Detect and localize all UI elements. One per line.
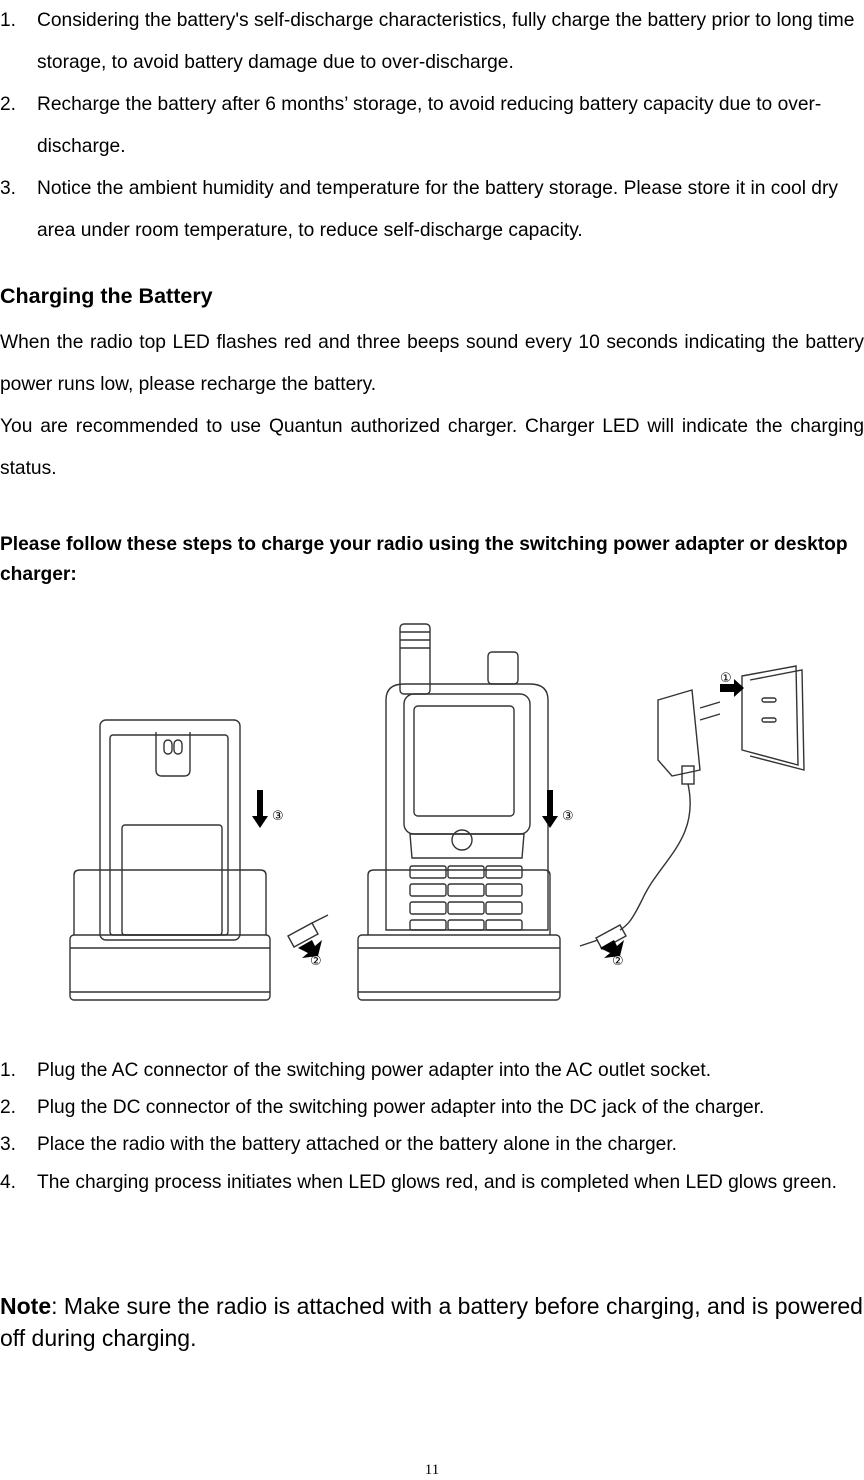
- note-paragraph: [0, 1290, 864, 1354]
- list-item: [0, 0, 864, 84]
- wall-outlet-drawing: [742, 666, 804, 770]
- note-label: Note: [0, 1293, 52, 1319]
- power-adapter-drawing: [580, 690, 720, 949]
- charger-paragraph: You are recommended to use Quantun authorized charger. Charger LED will indicate the charging status.: [0, 416, 864, 479]
- list-text: Plug the DC connector of the switching power adapter into the DC jack of the charger.: [37, 1097, 765, 1118]
- step-3-marker: ③: [272, 809, 284, 824]
- list-number: 1.: [0, 10, 17, 31]
- list-item: [0, 84, 864, 168]
- list-item: [0, 1093, 864, 1123]
- radio-charger-drawing: [358, 624, 560, 1000]
- list-number: 3.: [0, 178, 17, 199]
- storage-list: [0, 0, 864, 252]
- list-number: 2.: [0, 1097, 17, 1118]
- charging-illustration: [60, 620, 820, 1010]
- page-number: 11: [424, 1462, 440, 1478]
- list-text: Considering the battery's self-discharge characteristics, fully charge the battery prior to long time storage, to avoid battery damage due to over-discharge.: [37, 10, 855, 73]
- low-battery-paragraph: When the radio top LED flashes red and three beeps sound every 10 seconds indicating the battery power runs low, please recharge the battery.: [0, 332, 864, 395]
- step-1-marker: ①: [720, 671, 732, 686]
- list-text: Notice the ambient humidity and temperature for the battery storage. Please store it in cool dry area under room temperature, to reduce self-discharge capacity.: [37, 178, 838, 241]
- list-text: Plug the AC connector of the switching power adapter into the AC outlet socket.: [37, 1060, 712, 1081]
- list-text: Recharge the battery after 6 months’ storage, to avoid reducing battery capacity due to over-discharge.: [37, 94, 822, 157]
- list-text: Place the radio with the battery attached or the battery alone in the charger.: [37, 1134, 677, 1155]
- list-item: [0, 1167, 864, 1199]
- charger-plug-drawing: [288, 915, 328, 947]
- step-3-marker: ③: [562, 809, 574, 824]
- list-item: [0, 168, 864, 252]
- steps-title: Please follow these steps to charge your radio using the switching power adapter or desktop charger:: [0, 534, 848, 585]
- list-number: 4.: [0, 1172, 17, 1193]
- step-2-marker: ②: [612, 954, 624, 969]
- list-text: The charging process initiates when LED glows red, and is completed when LED glows green.: [37, 1172, 837, 1193]
- battery-charger-drawing: [70, 720, 270, 1000]
- list-number: 3.: [0, 1134, 17, 1155]
- step-2-marker: ②: [310, 954, 322, 969]
- list-item: [0, 1130, 864, 1160]
- section-heading: Charging the Battery: [0, 284, 213, 308]
- charging-steps-list: [0, 1056, 864, 1206]
- list-number: 1.: [0, 1060, 17, 1081]
- list-item: [0, 1056, 864, 1086]
- note-text: : Make sure the radio is attached with a battery before charging, and is powered off during charging.: [0, 1293, 863, 1351]
- list-number: 2.: [0, 94, 17, 115]
